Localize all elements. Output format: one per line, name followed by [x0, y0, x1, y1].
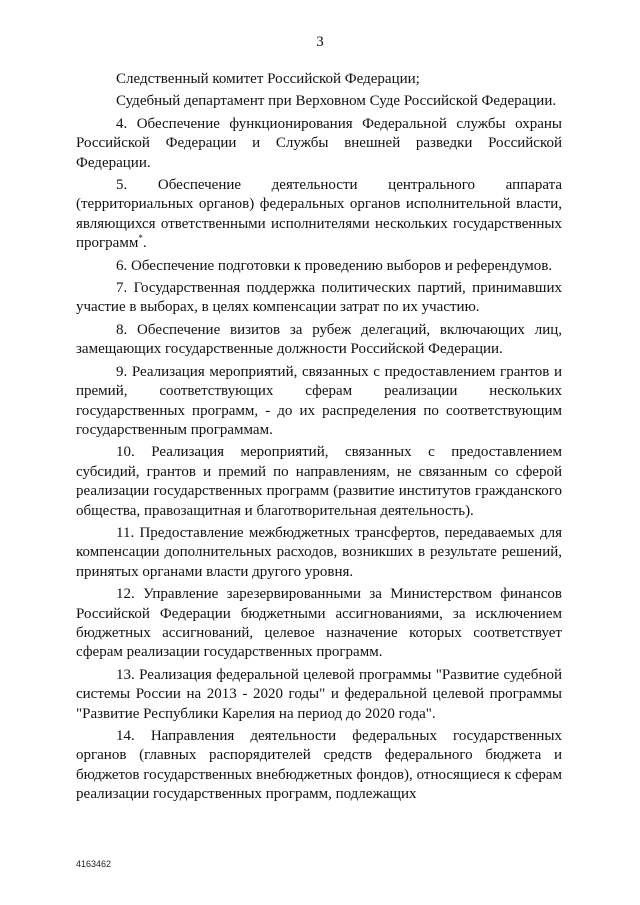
paragraph-item: Судебный департамент при Верховном Суде Российской Федерации. [116, 93, 557, 110]
paragraph-item-11: 11. Предоставление межбюджетных трансфертов, передаваемых для компенсации дополнительных расходов, возникших в результате решений, принятых органами власти другого уровня. [76, 524, 562, 580]
paragraph-item-5 [76, 176, 562, 254]
paragraph-item-12: 12. Управление зарезервированными за Министерством финансов Российской Федерации бюджетными ассигнованиями, за исключением бюджетных ассигнований, целевое назначение которых соответствует сферам реализации государственных программ. [76, 586, 562, 661]
paragraph-item-14: 14. Направления деятельности федеральных государственных органов (главных распорядителей средств федерального бюджета и бюджетов государственных внебюджетных фондов), относящиеся к сферам реализации государственных программ, подлежащих [76, 728, 562, 803]
document-body [76, 70, 562, 808]
paragraph-item: Следственный комитет Российской Федерации; [116, 71, 420, 87]
page-number: 3 [316, 34, 324, 50]
document-code: 4163462 [76, 859, 112, 869]
paragraph-item-10: 10. Реализация мероприятий, связанных с предоставлением субсидий, грантов и премий по направлениям, не связанным со сферой реализации государственных программ (развитие институтов гражданского общества, правозащитная и благотворительная деятельность). [76, 444, 562, 519]
paragraph-item-13: 13. Реализация федеральной целевой программы "Развитие судебной системы России на 2013 - 2020 годы" и федеральной целевой программы "Развитие Республики Карелия на период до 2020 года". [76, 666, 562, 722]
paragraph-item-8: 8. Обеспечение визитов за рубеж делегаций, включающих лиц, замещающих государственные должности Российской Федерации. [76, 321, 562, 358]
paragraph-item-7: 7. Государственная поддержка политических партий, принимавших участие в выборах, в целях компенсации затрат по их участию. [76, 280, 562, 316]
paragraph-item-9: 9. Реализация мероприятий, связанных с предоставлением грантов и премий, соответствующих сферам реализации нескольких государственных программ, - до их распределения по соответствующим государственным программам. [76, 363, 562, 438]
paragraph-item-6: 6. Обеспечение подготовки к проведению выборов и референдумов. [116, 257, 553, 274]
paragraph-text: 5. Обеспечение деятельности центрального аппарата (территориальных органов) федеральных органов исполнительной власти, являющихся ответственными исполнителями нескольких государственных программ [76, 177, 562, 252]
paragraph-end-period: . [142, 235, 147, 252]
footnote-marker: * [138, 233, 143, 244]
paragraph-item-4: 4. Обеспечение функционирования Федеральной службы охраны Российской Федерации и Службы внешней разведки Российской Федерации. [76, 115, 562, 171]
